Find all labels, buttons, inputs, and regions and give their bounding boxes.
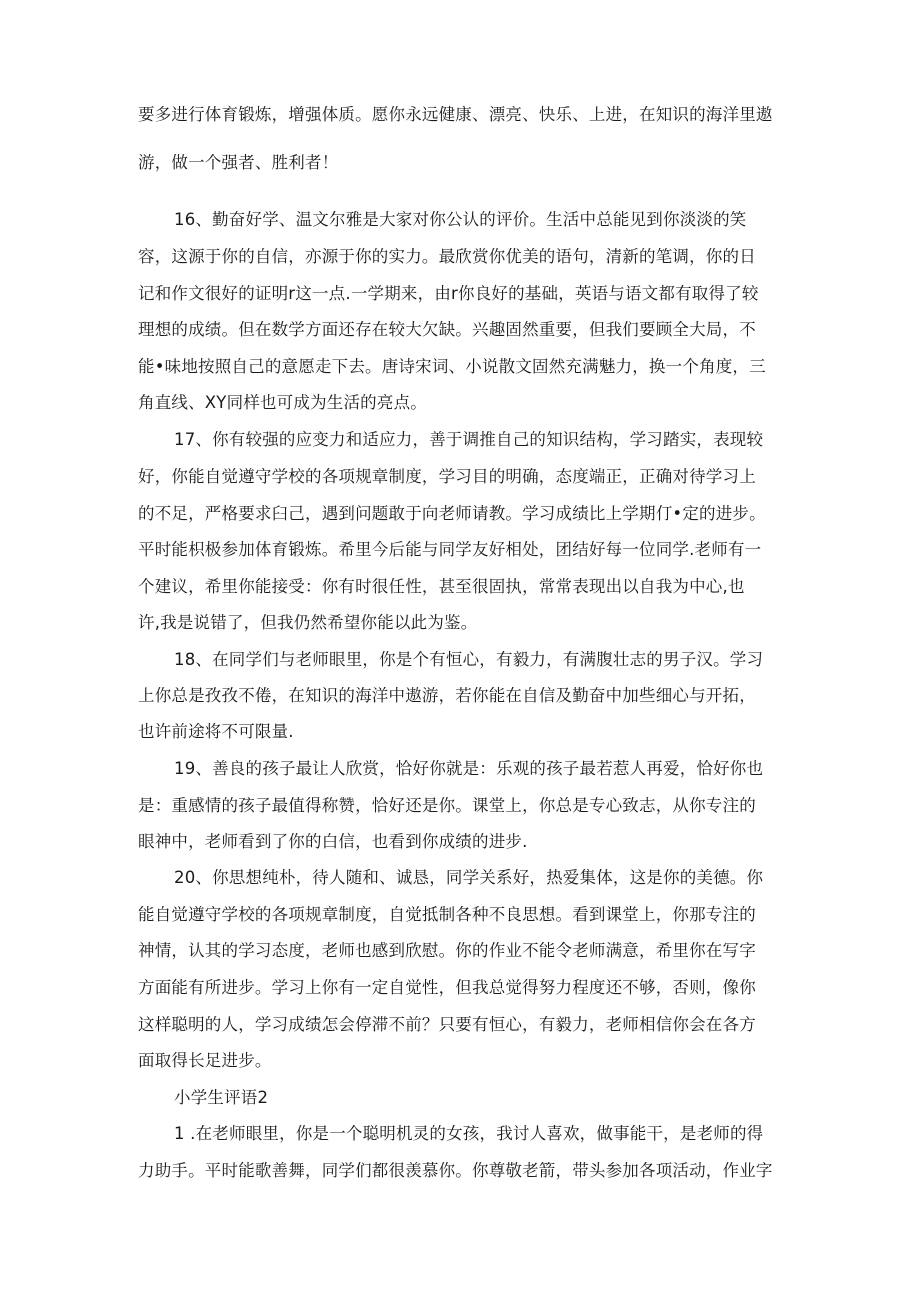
paragraph-20-line: 这样聪明的人，学习成绩怎会停滞不前？只要有恒心，有毅力，老师相信你会在各方 <box>138 1015 756 1034</box>
paragraph-1-line: 力助手。平时能歌善舞，同学们都很羡慕你。你尊敬老箭，带头参加各项活动，作业字 <box>138 1161 773 1180</box>
paragraph-18-line: 也许前途将不可限量. <box>138 722 294 741</box>
paragraph-17-line: 的不足，严格要求臼己，遇到问题敢于向老师请教。学习成绩比上学期仃•定的进步。 <box>138 504 766 523</box>
section-heading: 小学生评语2 <box>174 1088 269 1107</box>
paragraph-16-line: 理想的成绩。但在数学方面还存在较大欠缺。兴趣固然重要，但我们要顾全大局，不 <box>138 320 756 339</box>
paragraph-16-line: 能•味地按照自己的意愿走下去。唐诗宋词、小说散文固然充满魅力，换一个角度，三 <box>138 357 766 376</box>
paragraph-17-line: 平时能枳极参加体育锻炼。希里今后能与同学友好相处，团结好每一位同学.老师有一 <box>138 540 762 559</box>
paragraph-20-line: 面取得长足进步。 <box>138 1051 272 1070</box>
paragraph-17-line: 17、你有较强的应变力和适应力，善于调推自己的知识结构，学习踏实，表现较 <box>174 430 764 449</box>
paragraph-19-line: 眼神中，老师看到了你的白信，也看到你成绩的进步. <box>138 832 528 851</box>
paragraph-20-line: 方面能有所进步。学习上你有一定自觉性，但我总觉得努力程度还不够，否则，像你 <box>138 978 756 997</box>
paragraph-20-line: 能自觉遵守学校的各项规章制度，自觉抵制各种不良思想。看到课堂上，你那专注的 <box>138 905 756 924</box>
paragraph-18-line: 上你总是孜孜不倦，在知识的海洋中遨游，若你能在自信及勤奋中加些细心与开拓， <box>138 686 756 705</box>
paragraph-17-line: 好，你能自觉遵守学校的各项规章制度，学习目的明确，态度端正，正确对待学习上 <box>138 467 756 486</box>
paragraph-19-line: 是：重感情的孩子最值得称赞，恰好还是你。课堂上，你总是专心致志，从你专注的 <box>138 796 756 815</box>
paragraph-20-line: 神情，认其的学习态度，老师也感到欣慰。你的作业不能令老师满意，希里你在写字 <box>138 941 756 960</box>
paragraph-17-line: 个建议，希里你能接受：你有时很任性，甚至很固执，常常表现出以自我为中心,也 <box>138 577 745 596</box>
paragraph-16-line: 容，这源于你的自信，亦源于你的实力。最欣赏你优美的语句，清新的笔调，你的日 <box>138 247 756 266</box>
paragraph-17-line: 许,我是说错了，但我仍然希望你能以此为鉴。 <box>138 613 478 632</box>
paragraph-1-line: 1 .在老师眼里，你是一个聪明机灵的女孩，我讨人喜欢，做事能干，是老师的得 <box>174 1124 764 1143</box>
paragraph-16-line: 记和作文很好的证明r这一点.一学期来，由r你良好的基础，英语与语文都有取得了较 <box>138 284 759 303</box>
paragraph-16-line: 角直线、XY同样也可成为生活的亮点。 <box>138 393 427 412</box>
paragraph-16-line: 16、勤奋好学、温文尔雅是大家对你公认的评价。生活中总能见到你淡淡的笑 <box>174 210 747 229</box>
text-line: 游，做一个强者、胜利者！ <box>138 153 339 172</box>
text-line: 要多进行体育锻炼，增强体质。愿你永远健康、漂亮、快乐、上进，在知识的海洋里遨 <box>138 105 773 124</box>
paragraph-18-line: 18、在同学们与老师眼里，你是个有恒心，有毅力，有满腹壮志的男子汉。学习 <box>174 650 764 669</box>
paragraph-19-line: 19、善良的孩子最让人欣赏，恰好你就是：乐观的孩子最若惹人再爱，恰好你也 <box>174 759 764 778</box>
paragraph-20-line: 20、你思想纯朴，待人随和、诚恳，同学关系好，热爱集体，这是你的美德。你 <box>174 868 764 887</box>
